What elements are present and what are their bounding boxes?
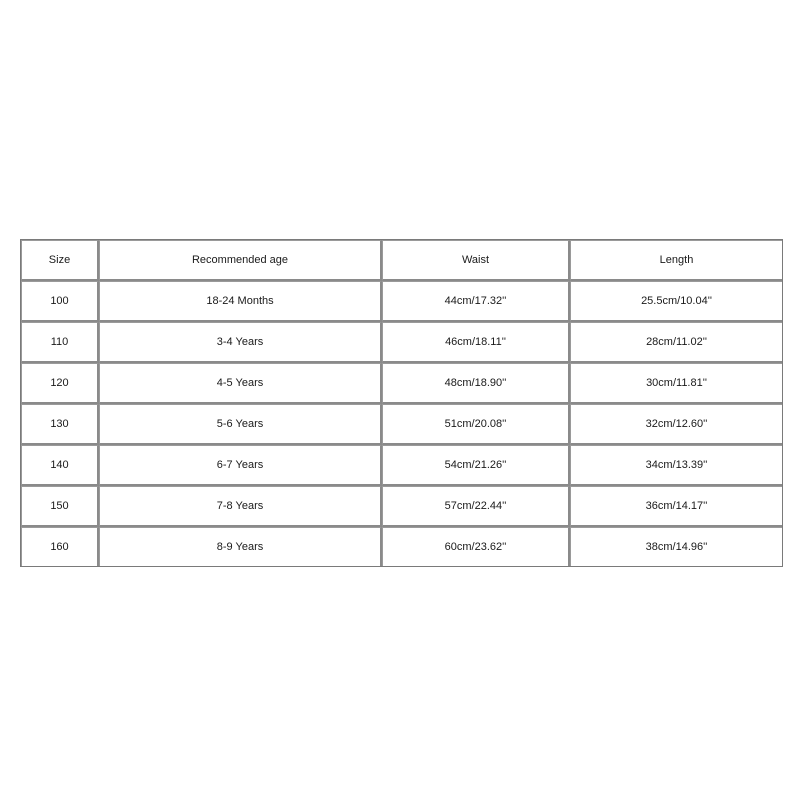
table-row [21, 486, 782, 527]
table-row [21, 363, 782, 404]
cell-age: 5-6 Years [99, 404, 382, 445]
header-length: Length [570, 240, 782, 281]
cell-length: 34cm/13.39'' [570, 445, 782, 486]
table-row [21, 281, 782, 322]
cell-waist: 54cm/21.26'' [382, 445, 570, 486]
table-row [21, 322, 782, 363]
cell-age: 8-9 Years [99, 527, 382, 566]
cell-length: 32cm/12.60'' [570, 404, 782, 445]
cell-waist: 57cm/22.44'' [382, 486, 570, 527]
cell-size: 160 [21, 527, 99, 566]
table-header-row [21, 240, 782, 281]
cell-waist: 48cm/18.90'' [382, 363, 570, 404]
header-recommended-age: Recommended age [99, 240, 382, 281]
cell-size: 110 [21, 322, 99, 363]
cell-length: 38cm/14.96'' [570, 527, 782, 566]
cell-waist: 44cm/17.32'' [382, 281, 570, 322]
cell-length: 36cm/14.17'' [570, 486, 782, 527]
header-waist: Waist [382, 240, 570, 281]
cell-age: 4-5 Years [99, 363, 382, 404]
cell-size: 100 [21, 281, 99, 322]
cell-length: 30cm/11.81'' [570, 363, 782, 404]
cell-age: 7-8 Years [99, 486, 382, 527]
cell-size: 150 [21, 486, 99, 527]
table-row [21, 527, 782, 566]
cell-age: 18-24 Months [99, 281, 382, 322]
cell-length: 25.5cm/10.04'' [570, 281, 782, 322]
cell-waist: 51cm/20.08'' [382, 404, 570, 445]
table-row [21, 445, 782, 486]
cell-size: 120 [21, 363, 99, 404]
cell-age: 6-7 Years [99, 445, 382, 486]
cell-waist: 60cm/23.62'' [382, 527, 570, 566]
cell-age: 3-4 Years [99, 322, 382, 363]
cell-waist: 46cm/18.11'' [382, 322, 570, 363]
size-chart-table [20, 239, 783, 567]
cell-size: 130 [21, 404, 99, 445]
cell-length: 28cm/11.02'' [570, 322, 782, 363]
header-size: Size [21, 240, 99, 281]
cell-size: 140 [21, 445, 99, 486]
table-row [21, 404, 782, 445]
